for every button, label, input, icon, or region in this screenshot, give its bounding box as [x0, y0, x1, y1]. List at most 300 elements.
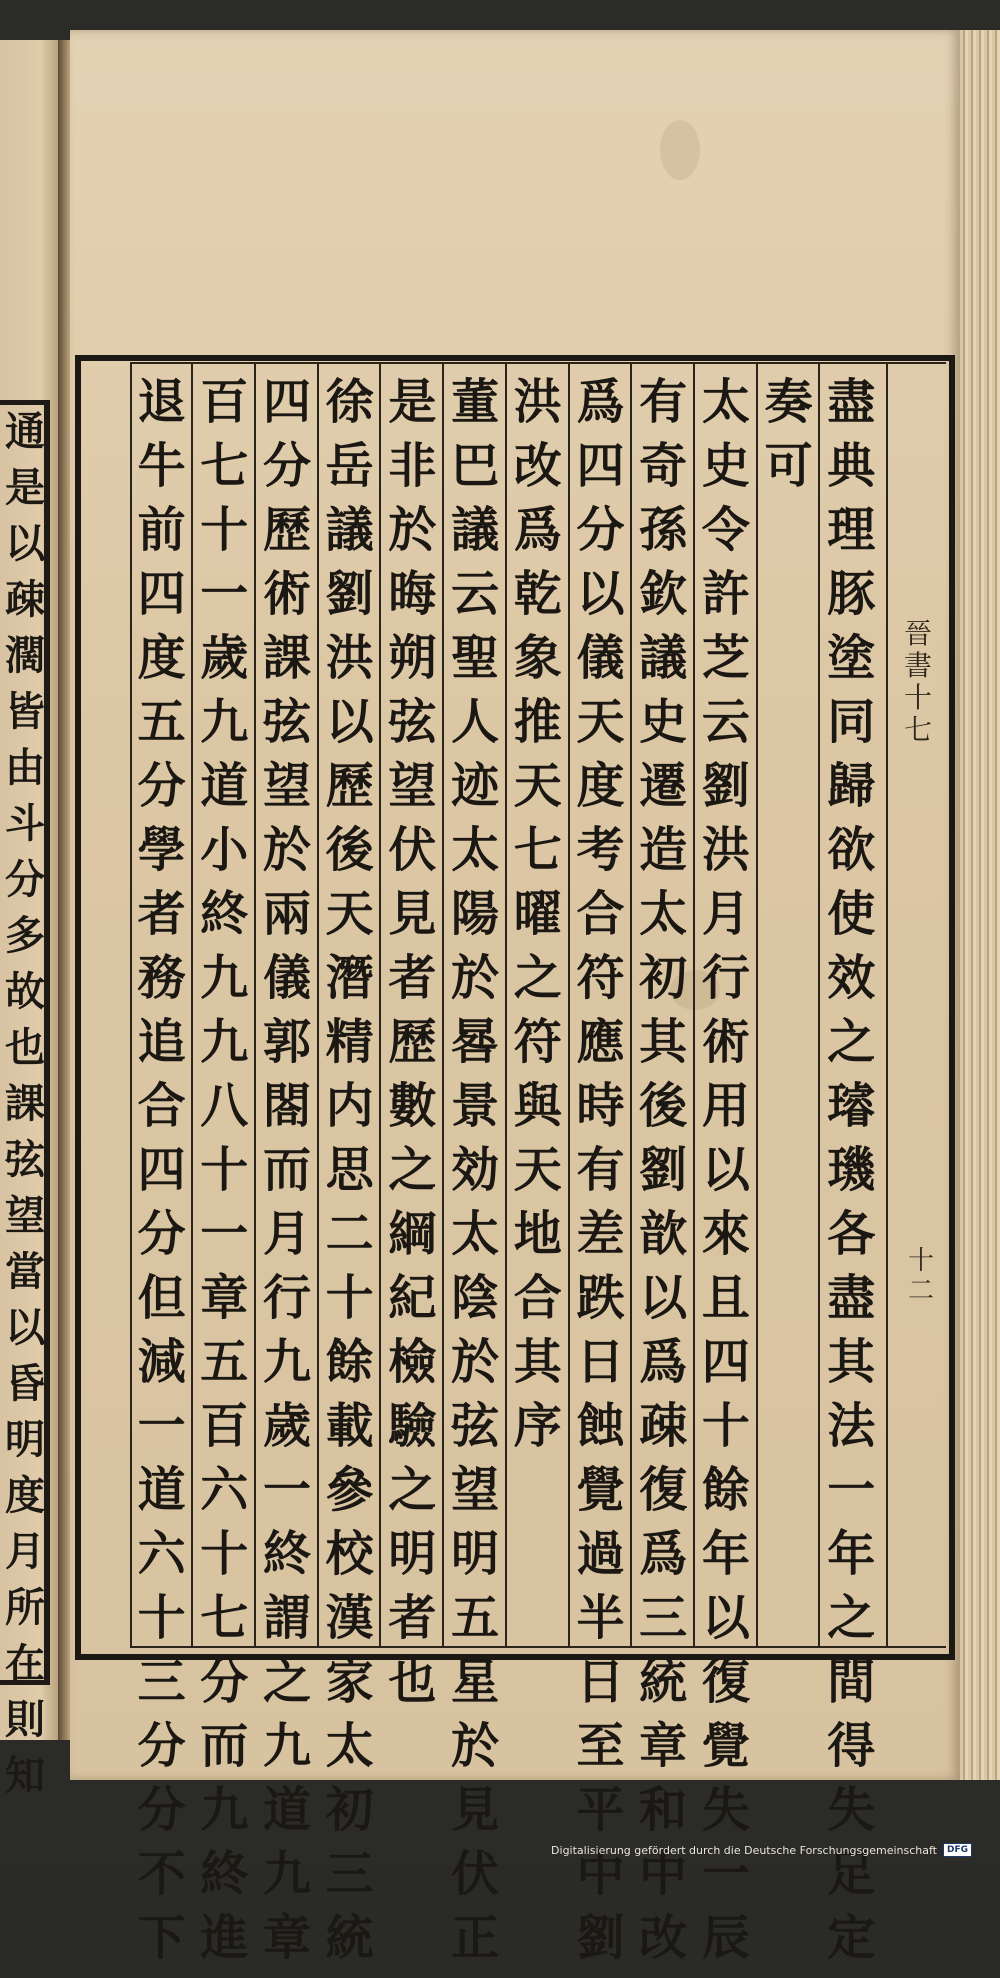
- column-char: 迹: [451, 758, 500, 814]
- column-char: 三: [325, 1846, 374, 1902]
- column-char: 精: [325, 1014, 374, 1070]
- column-char: 九: [200, 1782, 249, 1838]
- column-char: 十: [325, 1270, 374, 1326]
- banner-title-char: 書: [903, 649, 932, 682]
- column-char: 洪: [513, 374, 562, 430]
- column-char: 劉: [576, 1910, 625, 1966]
- column-char: 失: [701, 1782, 750, 1838]
- column-char: 下: [137, 1910, 186, 1966]
- text-column: [255, 374, 319, 1978]
- left-column-char: 明: [5, 1416, 45, 1463]
- column-char: 後: [325, 822, 374, 878]
- column-char: 分: [137, 1206, 186, 1262]
- column-char: 議: [451, 502, 500, 558]
- column-char: 五: [137, 694, 186, 750]
- column-char: 百: [200, 1398, 249, 1454]
- column-char: 和: [639, 1782, 688, 1838]
- column-char: 伏: [388, 822, 437, 878]
- text-column: [569, 374, 633, 1978]
- column-char: 道: [200, 758, 249, 814]
- column-char: 望: [451, 1462, 500, 1518]
- column-char: 以: [576, 566, 625, 622]
- left-column-char: 分: [5, 856, 45, 903]
- column-char: 欲: [827, 822, 876, 878]
- column-char: 欽: [639, 566, 688, 622]
- column-char: 應: [576, 1014, 625, 1070]
- column-char: 史: [701, 438, 750, 494]
- column-char: 豚: [827, 566, 876, 622]
- column-char: 者: [137, 886, 186, 942]
- column-char: 歷: [388, 1014, 437, 1070]
- left-column-char: 以: [5, 1304, 45, 1351]
- column-char: 太: [325, 1718, 374, 1774]
- column-char: 乾: [513, 566, 562, 622]
- banner-page-char: 二: [907, 1276, 934, 1306]
- column-char: 復: [701, 1654, 750, 1710]
- column-char: 太: [451, 822, 500, 878]
- column-char: 望: [262, 758, 311, 814]
- column-char: 考: [576, 822, 625, 878]
- column-char: 云: [701, 694, 750, 750]
- column-char: 載: [325, 1398, 374, 1454]
- column-char: 章: [200, 1270, 249, 1326]
- column-char: 明: [451, 1526, 500, 1582]
- column-char: 日: [576, 1334, 625, 1390]
- column-char: 而: [262, 1142, 311, 1198]
- fish-tail-banner: [886, 362, 946, 1648]
- column-char: 歲: [200, 630, 249, 686]
- column-rule: [317, 362, 319, 1648]
- column-char: 可: [764, 438, 813, 494]
- column-char: 於: [451, 1334, 500, 1390]
- column-char: 各: [827, 1206, 876, 1262]
- column-char: 數: [388, 1078, 437, 1134]
- column-char: 使: [827, 886, 876, 942]
- column-char: 九: [200, 694, 249, 750]
- left-column-char: 也: [5, 1024, 45, 1071]
- column-char: 一: [262, 1462, 311, 1518]
- column-char: 過: [576, 1526, 625, 1582]
- column-char: 法: [827, 1398, 876, 1454]
- column-char: 星: [451, 1654, 500, 1710]
- column-char: 半: [576, 1590, 625, 1646]
- column-char: 伏: [451, 1846, 500, 1902]
- column-char: 儀: [262, 950, 311, 1006]
- column-char: 六: [137, 1526, 186, 1582]
- column-rule: [379, 362, 381, 1648]
- column-char: 百: [200, 374, 249, 430]
- column-char: 不: [137, 1846, 186, 1902]
- column-char: 九: [262, 1334, 311, 1390]
- column-char: 分: [576, 502, 625, 558]
- column-char: 平: [576, 1782, 625, 1838]
- column-char: 十: [701, 1398, 750, 1454]
- left-column-char: 通: [5, 408, 45, 455]
- text-column: [130, 374, 194, 1978]
- column-char: 云: [451, 566, 500, 622]
- column-rule: [505, 362, 507, 1648]
- column-char: 議: [325, 502, 374, 558]
- column-char: 正: [451, 1910, 500, 1966]
- banner-title-char: 十: [903, 681, 932, 714]
- column-char: 減: [137, 1334, 186, 1390]
- column-char: 分: [137, 1782, 186, 1838]
- column-char: 而: [200, 1718, 249, 1774]
- column-char: 蝕: [576, 1398, 625, 1454]
- column-char: 弦: [388, 694, 437, 750]
- column-char: 以: [639, 1270, 688, 1326]
- left-column-char: 度: [5, 1472, 45, 1519]
- column-char: 弦: [262, 694, 311, 750]
- column-char: 術: [701, 1014, 750, 1070]
- column-char: 分: [262, 438, 311, 494]
- column-char: 歸: [827, 758, 876, 814]
- column-char: 其: [639, 1014, 688, 1070]
- column-char: 符: [576, 950, 625, 1006]
- left-facing-page: [0, 40, 60, 1799]
- column-char: 巴: [451, 438, 500, 494]
- column-char: 非: [388, 438, 437, 494]
- left-column-char: 疎: [5, 576, 45, 623]
- column-char: 一: [827, 1462, 876, 1518]
- column-char: 徐: [325, 374, 374, 430]
- column-char: 七: [513, 822, 562, 878]
- column-char: 終: [200, 886, 249, 942]
- dfg-logo: DFG: [943, 1843, 972, 1857]
- column-char: 之: [513, 950, 562, 1006]
- column-char: 儀: [576, 630, 625, 686]
- column-char: 八: [200, 1078, 249, 1134]
- column-char: 之: [827, 1014, 876, 1070]
- column-char: 之: [388, 1142, 437, 1198]
- banner-page-char: 十: [907, 1246, 934, 1276]
- column-char: 九: [200, 950, 249, 1006]
- column-char: 檢: [388, 1334, 437, 1390]
- column-char: 合: [513, 1270, 562, 1326]
- column-char: 太: [639, 886, 688, 942]
- column-char: 定: [827, 1910, 876, 1966]
- column-char: 效: [827, 950, 876, 1006]
- column-char: 課: [262, 630, 311, 686]
- column-char: 章: [639, 1718, 688, 1774]
- column-char: 陽: [451, 886, 500, 942]
- text-column: [192, 374, 256, 1978]
- column-char: 者: [388, 950, 437, 1006]
- column-char: 望: [388, 758, 437, 814]
- column-char: 洪: [325, 630, 374, 686]
- banner-title-char: 七: [903, 713, 932, 746]
- left-page-column: [4, 408, 46, 1812]
- column-char: 奏: [764, 374, 813, 430]
- column-char: 同: [827, 694, 876, 750]
- column-char: 之: [388, 1462, 437, 1518]
- column-char: 中: [639, 1846, 688, 1902]
- column-char: 盡: [827, 374, 876, 430]
- column-char: 序: [513, 1398, 562, 1454]
- column-char: 孫: [639, 502, 688, 558]
- column-char: 史: [639, 694, 688, 750]
- column-char: 來: [701, 1206, 750, 1262]
- text-column: [757, 374, 821, 506]
- column-char: 得: [827, 1718, 876, 1774]
- column-char: 之: [827, 1590, 876, 1646]
- column-char: 遷: [639, 758, 688, 814]
- column-char: 復: [639, 1462, 688, 1518]
- column-char: 典: [827, 438, 876, 494]
- column-char: 餘: [325, 1334, 374, 1390]
- column-char: 分: [137, 1718, 186, 1774]
- left-column-char: 濶: [5, 632, 45, 679]
- column-char: 九: [262, 1846, 311, 1902]
- column-char: 見: [388, 886, 437, 942]
- left-column-char: 是: [5, 464, 45, 511]
- column-char: 二: [325, 1206, 374, 1262]
- text-column: [631, 374, 695, 1978]
- column-char: 度: [576, 758, 625, 814]
- column-char: 明: [388, 1526, 437, 1582]
- column-char: 道: [137, 1462, 186, 1518]
- column-char: 失: [827, 1782, 876, 1838]
- left-column-char: 斗: [5, 800, 45, 847]
- column-char: 洪: [701, 822, 750, 878]
- column-char: 有: [576, 1142, 625, 1198]
- column-char: 紀: [388, 1270, 437, 1326]
- column-char: 景: [451, 1078, 500, 1134]
- left-column-char: 由: [5, 744, 45, 791]
- column-char: 岳: [325, 438, 374, 494]
- column-char: 驗: [388, 1398, 437, 1454]
- column-char: 但: [137, 1270, 186, 1326]
- column-char: 天: [325, 886, 374, 942]
- column-char: 六: [200, 1462, 249, 1518]
- column-char: 牛: [137, 438, 186, 494]
- column-char: 以: [325, 694, 374, 750]
- left-column-char: 知: [5, 1752, 45, 1799]
- column-char: 前: [137, 502, 186, 558]
- column-char: 爲: [576, 374, 625, 430]
- column-char: 漢: [325, 1590, 374, 1646]
- column-char: 璿: [827, 1078, 876, 1134]
- text-column: [443, 374, 507, 1978]
- banner-page-number: [906, 1240, 936, 1306]
- column-char: 合: [137, 1078, 186, 1134]
- column-char: 人: [451, 694, 500, 750]
- column-char: 歷: [325, 758, 374, 814]
- column-char: 行: [262, 1270, 311, 1326]
- column-char: 晷: [451, 1014, 500, 1070]
- column-char: 天: [513, 758, 562, 814]
- column-char: 終: [262, 1526, 311, 1582]
- column-char: 兩: [262, 886, 311, 942]
- column-char: 者: [388, 1590, 437, 1646]
- column-char: 晦: [388, 566, 437, 622]
- left-column-char: 皆: [5, 688, 45, 735]
- column-char: 聖: [451, 630, 500, 686]
- column-char: 中: [576, 1846, 625, 1902]
- column-char: 五: [451, 1590, 500, 1646]
- column-char: 統: [639, 1654, 688, 1710]
- left-column-char: 多: [5, 912, 45, 959]
- column-char: 思: [325, 1142, 374, 1198]
- column-char: 爲: [639, 1526, 688, 1582]
- column-char: 十: [137, 1590, 186, 1646]
- column-char: 之: [262, 1654, 311, 1710]
- column-char: 見: [451, 1782, 500, 1838]
- column-char: 一: [137, 1398, 186, 1454]
- column-char: 覺: [576, 1462, 625, 1518]
- column-char: 塗: [827, 630, 876, 686]
- column-char: 分: [200, 1654, 249, 1710]
- column-char: 追: [137, 1014, 186, 1070]
- column-char: 年: [827, 1526, 876, 1582]
- left-column-char: 月: [5, 1528, 45, 1575]
- column-rule: [630, 362, 632, 1648]
- column-char: 九: [200, 1014, 249, 1070]
- column-char: 小: [200, 822, 249, 878]
- left-column-char: 則: [5, 1696, 45, 1743]
- left-column-char: 故: [5, 968, 45, 1015]
- left-column-char: 望: [5, 1192, 45, 1239]
- column-char: 校: [325, 1526, 374, 1582]
- column-char: 跌: [576, 1270, 625, 1326]
- column-char: 曜: [513, 886, 562, 942]
- column-char: 日: [576, 1654, 625, 1710]
- column-char: 十: [200, 502, 249, 558]
- column-rule: [191, 362, 193, 1648]
- left-column-char: 當: [5, 1248, 45, 1295]
- column-char: 弦: [451, 1398, 500, 1454]
- left-column-char: 昏: [5, 1360, 45, 1407]
- column-char: 有: [639, 374, 688, 430]
- column-char: 分: [137, 758, 186, 814]
- column-rule: [568, 362, 570, 1648]
- column-char: 後: [639, 1078, 688, 1134]
- column-char: 歷: [262, 502, 311, 558]
- column-char: 於: [262, 822, 311, 878]
- column-char: 四: [137, 1142, 186, 1198]
- column-char: 天: [576, 694, 625, 750]
- column-char: 於: [451, 1718, 500, 1774]
- column-char: 盡: [827, 1270, 876, 1326]
- column-char: 與: [513, 1078, 562, 1134]
- column-char: 歆: [639, 1206, 688, 1262]
- column-char: 議: [639, 630, 688, 686]
- column-char: 令: [701, 502, 750, 558]
- column-char: 十: [200, 1142, 249, 1198]
- credit-text: Digitalisierung gefördert durch die Deutsche Forschungsgemeinschaft: [551, 1843, 937, 1857]
- column-char: 内: [325, 1078, 374, 1134]
- column-char: 歲: [262, 1398, 311, 1454]
- column-char: 四: [262, 374, 311, 430]
- column-char: 十: [200, 1526, 249, 1582]
- column-char: 其: [513, 1334, 562, 1390]
- column-char: 退: [137, 374, 186, 430]
- column-char: 其: [827, 1334, 876, 1390]
- column-char: 効: [451, 1142, 500, 1198]
- column-char: 象: [513, 630, 562, 686]
- column-char: 以: [701, 1142, 750, 1198]
- column-char: 謂: [262, 1590, 311, 1646]
- column-char: 於: [451, 950, 500, 1006]
- column-char: 一: [701, 1846, 750, 1902]
- left-column-char: 所: [5, 1584, 45, 1631]
- column-char: 疎: [639, 1398, 688, 1454]
- column-char: 家: [325, 1654, 374, 1710]
- column-char: 劉: [325, 566, 374, 622]
- column-char: 天: [513, 1142, 562, 1198]
- column-char: 終: [200, 1846, 249, 1902]
- column-char: 年: [701, 1526, 750, 1582]
- column-char: 間: [827, 1654, 876, 1710]
- column-char: 改: [513, 438, 562, 494]
- column-char: 四: [137, 566, 186, 622]
- column-char: 五: [200, 1334, 249, 1390]
- column-char: 章: [262, 1910, 311, 1966]
- column-char: 足: [827, 1846, 876, 1902]
- text-column: [380, 374, 444, 1722]
- column-char: 初: [325, 1782, 374, 1838]
- text-column: [318, 374, 382, 1978]
- column-char: 以: [701, 1590, 750, 1646]
- column-char: 董: [451, 374, 500, 430]
- text-column: [506, 374, 570, 1466]
- column-char: 九: [262, 1718, 311, 1774]
- column-char: 璣: [827, 1142, 876, 1198]
- column-rule: [756, 362, 758, 1648]
- left-column-char: 弦: [5, 1136, 45, 1183]
- column-char: 也: [388, 1654, 437, 1710]
- column-char: 奇: [639, 438, 688, 494]
- column-char: 朔: [388, 630, 437, 686]
- text-column: [819, 374, 883, 1978]
- column-char: 閤: [262, 1078, 311, 1134]
- column-char: 合: [576, 886, 625, 942]
- column-char: 覺: [701, 1718, 750, 1774]
- column-char: 理: [827, 502, 876, 558]
- column-char: 芝: [701, 630, 750, 686]
- column-char: 潛: [325, 950, 374, 1006]
- text-column: [694, 374, 758, 1978]
- column-char: 餘: [701, 1462, 750, 1518]
- left-column-char: 以: [5, 520, 45, 567]
- column-rule: [442, 362, 444, 1648]
- column-char: 於: [388, 502, 437, 558]
- column-char: 用: [701, 1078, 750, 1134]
- column-char: 一: [200, 566, 249, 622]
- column-char: 且: [701, 1270, 750, 1326]
- paper-stain: [660, 120, 700, 180]
- column-char: 至: [576, 1718, 625, 1774]
- column-char: 爲: [639, 1334, 688, 1390]
- column-char: 郭: [262, 1014, 311, 1070]
- digitization-credit: [551, 1843, 972, 1857]
- column-char: 七: [200, 1590, 249, 1646]
- page-edges: [960, 30, 1000, 1780]
- column-rule: [818, 362, 820, 1648]
- column-char: 爲: [513, 502, 562, 558]
- column-char: 四: [701, 1334, 750, 1390]
- column-char: 推: [513, 694, 562, 750]
- column-char: 參: [325, 1462, 374, 1518]
- column-char: 陰: [451, 1270, 500, 1326]
- column-rule: [254, 362, 256, 1648]
- banner-title-char: 晉: [903, 617, 932, 650]
- column-char: 七: [200, 438, 249, 494]
- column-char: 地: [513, 1206, 562, 1262]
- column-char: 三: [639, 1590, 688, 1646]
- banner-title: [900, 617, 936, 748]
- left-column-char: 課: [5, 1080, 45, 1127]
